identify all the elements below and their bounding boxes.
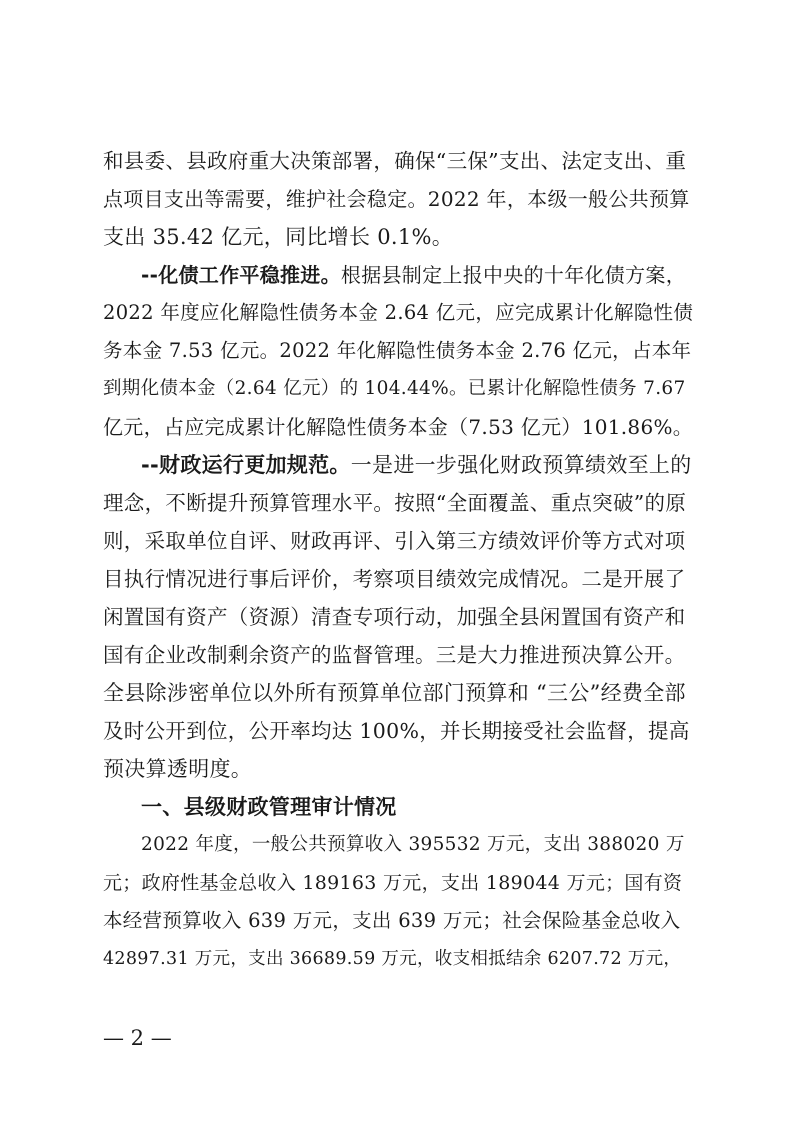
body-line: 2022 年度，一般公共预算收入 395532 万元，支出 388020 万 [141, 834, 685, 855]
body-line: 闲置国有资产（资源）清查专项行动，加强全县闲置国有资产和 [103, 605, 686, 629]
body-line: 本经营预算收入 639 万元，支出 639 万元；社会保险基金总收入 [103, 909, 681, 932]
body-text: 一是进一步强化财政预算绩效至上的 [350, 453, 692, 477]
body-line: 支出 35.42 亿元，同比增长 0.1%。 [103, 225, 454, 249]
paragraph-operation [141, 453, 692, 477]
body-line: 和县委、县政府重大决策部署，确保“三保”支出、法定支出、重 [103, 149, 687, 173]
section-heading: 一、县级财政管理审计情况 [141, 795, 397, 819]
body-line: 则，采取单位自评、财政再评、引入第三方绩效评价等方式对项 [103, 529, 686, 553]
paragraph-debt [141, 263, 686, 287]
body-line: 务本金 7.53 亿元。2022 年化解隐性债务本金 2.76 亿元，占本年 [103, 339, 692, 362]
body-line: 全县除涉密单位以外所有预算单位部门预算和 “三公”经费全部 [103, 681, 686, 705]
page-number: — 2 — [103, 1026, 172, 1050]
body-line: 及时公开到位，公开率均达 100%，并长期接受社会监督，提高 [103, 719, 690, 743]
body-text: 根据县制定上报中央的十年化债方案， [340, 263, 687, 287]
body-line: 42897.31 万元，支出 36689.59 万元，收支相抵结余 6207.72 万元， [103, 949, 682, 969]
body-line: 点项目支出等需要，维护社会稳定。2022 年，本级一般公共预算 [103, 187, 690, 211]
section-lead-operation: --财政运行更加规范。 [141, 453, 351, 477]
body-line: 国有企业改制剩余资产的监督管理。三是大力推进预决算公开。 [103, 643, 686, 667]
body-line: 理念，不断提升预算管理水平。按照“全面覆盖、重点突破”的原 [103, 491, 687, 515]
body-line: 元；政府性基金总收入 189163 万元，支出 189044 万元；国有资 [103, 872, 683, 894]
body-line: 亿元，占应完成累计化解隐性债务本金（7.53 亿元）101.86%。 [103, 415, 694, 439]
body-line: 2022 年度应化解隐性债务本金 2.64 亿元，应完成累计化解隐性债 [103, 301, 694, 324]
body-line: 目执行情况进行事后评价，考察项目绩效完成情况。二是开展了 [103, 567, 686, 591]
body-line: 预决算透明度。 [103, 757, 253, 781]
section-lead-debt: --化债工作平稳推进。 [141, 263, 341, 287]
body-line: 到期化债本金（2.64 亿元）的 104.44%。已累计化解隐性债务 7.67 [103, 378, 686, 399]
